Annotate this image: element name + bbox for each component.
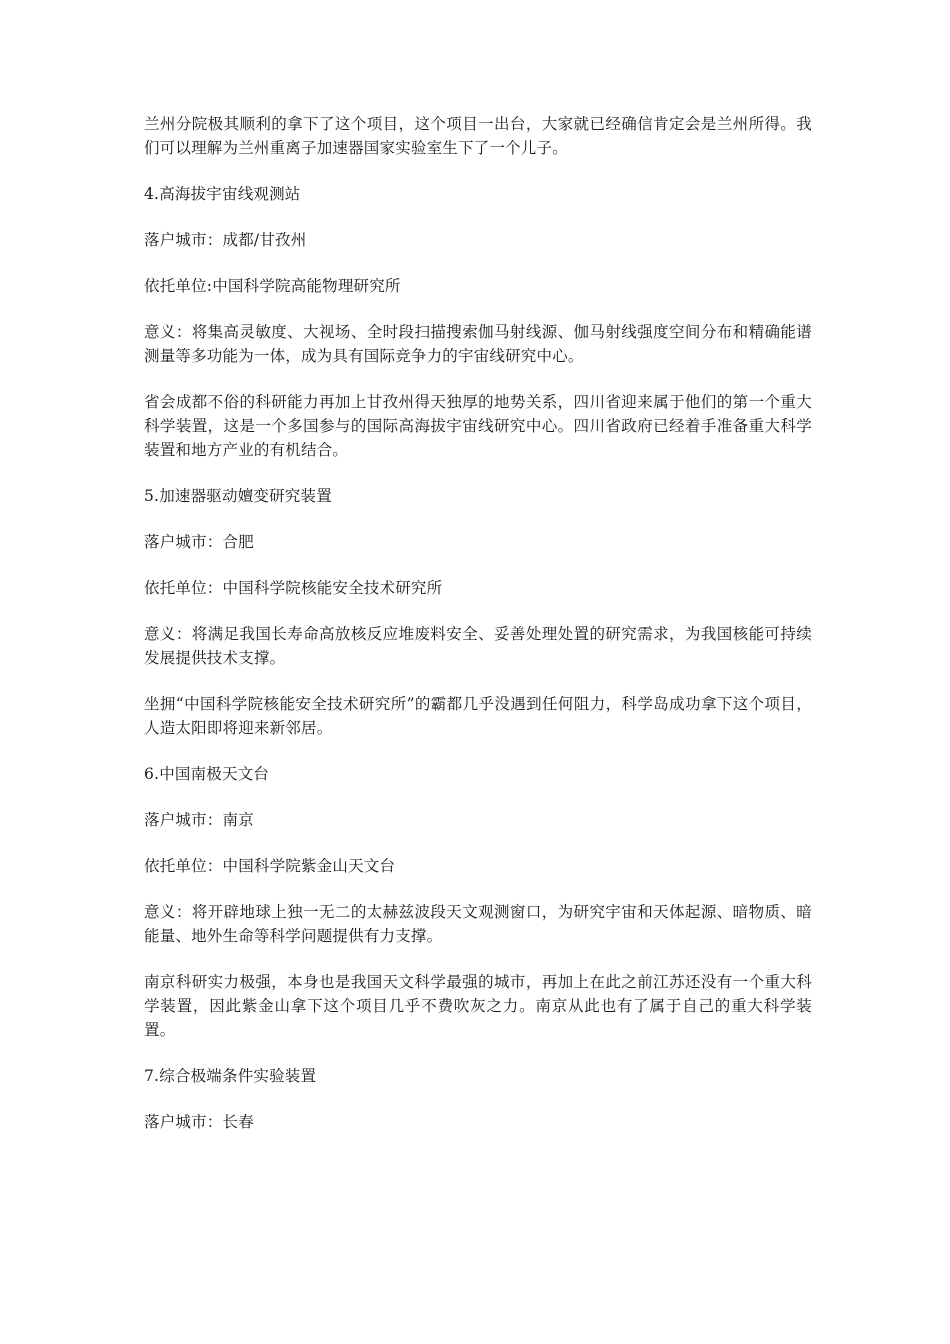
city-line-4: 落户城市：成都/甘孜州	[144, 231, 307, 249]
significance-line-5: 意义：将满足我国长寿命高放核反应堆废料安全、妥善处理处置的研究需求，为我国核能可持续发展提供技术支撑。	[144, 625, 812, 667]
city-line-5: 落户城市：合肥	[144, 533, 254, 551]
unit-line-4: 依托单位:中国科学院高能物理研究所	[144, 277, 401, 295]
city-line-7: 落户城市：长春	[144, 1113, 254, 1131]
document-page	[144, 112, 812, 1156]
section-heading-4: 4.高海拔宇宙线观测站	[144, 185, 301, 203]
section-heading-6: 6.中国南极天文台	[144, 765, 270, 783]
significance-line-6: 意义：将开辟地球上独一无二的太赫兹波段天文观测窗口，为研究宇宙和天体起源、暗物质、暗能量、地外生命等科学问题提供有力支撑。	[144, 903, 812, 945]
commentary-5: 坐拥“中国科学院核能安全技术研究所”的霸都几乎没遇到任何阻力，科学岛成功拿下这个项目，人造太阳即将迎来新邻居。	[144, 695, 812, 737]
section-heading-5: 5.加速器驱动嬗变研究装置	[144, 487, 332, 505]
paragraph-lanzhou-summary: 兰州分院极其顺利的拿下了这个项目，这个项目一出台，大家就已经确信肯定会是兰州所得。我们可以理解为兰州重离子加速器国家实验室生下了一个儿子。	[144, 115, 812, 157]
unit-line-6: 依托单位：中国科学院紫金山天文台	[144, 857, 396, 875]
significance-line-4: 意义：将集高灵敏度、大视场、全时段扫描搜索伽马射线源、伽马射线强度空间分布和精确能谱测量等多功能为一体，成为具有国际竞争力的宇宙线研究中心。	[144, 323, 812, 365]
city-line-6: 落户城市：南京	[144, 811, 254, 829]
commentary-6: 南京科研实力极强，本身也是我国天文科学最强的城市，再加上在此之前江苏还没有一个重大科学装置，因此紫金山拿下这个项目几乎不费吹灰之力。南京从此也有了属于自己的重大科学装置。	[144, 973, 812, 1039]
commentary-4: 省会成都不俗的科研能力再加上甘孜州得天独厚的地势关系，四川省迎来属于他们的第一个重大科学装置，这是一个多国参与的国际高海拔宇宙线研究中心。四川省政府已经着手准备重大科学装置和地方产业的有机结合。	[144, 393, 812, 459]
section-heading-7: 7.综合极端条件实验装置	[144, 1067, 317, 1085]
unit-line-5: 依托单位：中国科学院核能安全技术研究所	[144, 579, 443, 597]
